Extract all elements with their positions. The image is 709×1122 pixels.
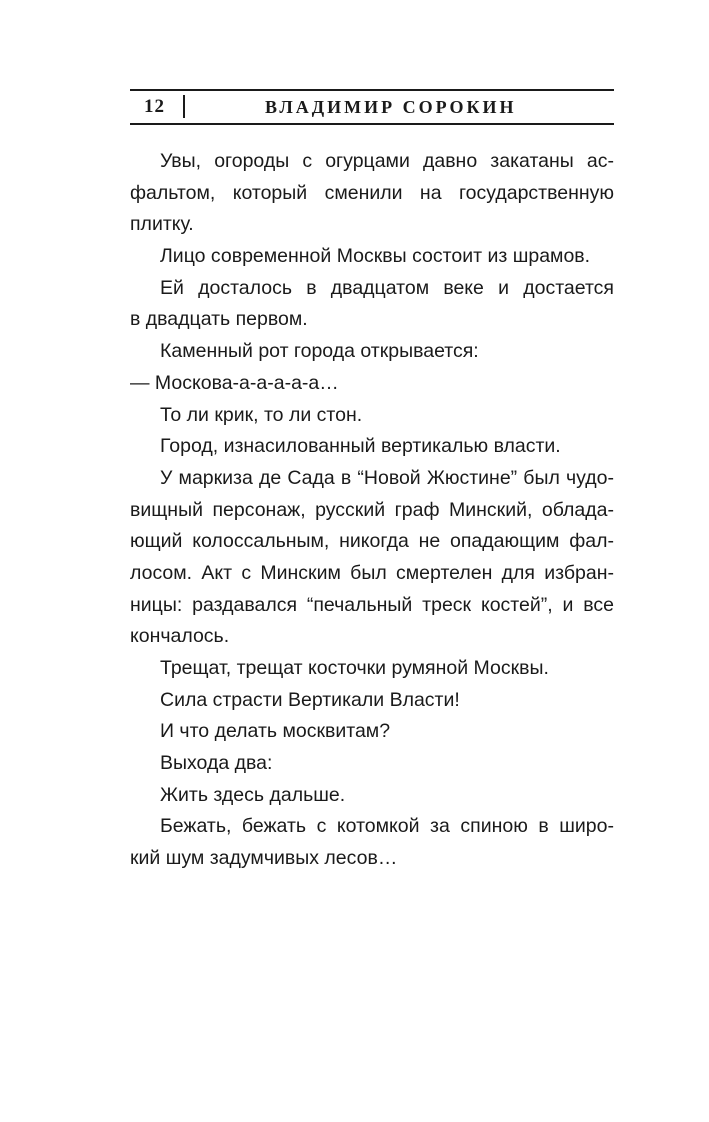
text-line: Трещат, трещат косточки румяной Москвы. [160, 657, 549, 679]
text-line: — Москова-а-а-а-а-а… [130, 371, 339, 394]
text-line: То ли крик, то ли стон. [160, 403, 363, 426]
text-line: в двадцать первом. [130, 308, 308, 331]
text-line: вищный персонаж, русский граф Минский, облада- [130, 498, 614, 521]
text-line: плитку. [130, 213, 194, 236]
text-line: Бежать, бежать с котомкой за спиною в широ- [160, 815, 614, 838]
text-line: Каменный рот города открывается: [160, 340, 479, 363]
header-rule-top [130, 89, 614, 91]
text-line: Жить здесь дальше. [160, 783, 346, 806]
running-header [130, 89, 614, 125]
page-number: 12 [144, 96, 165, 117]
text-line: Лицо современной Москвы состоит из шрамов. [160, 245, 591, 268]
text-line: ницы: раздавался “печальный треск костей”, и все [130, 593, 614, 616]
header-rule-bottom [130, 123, 614, 125]
text-body [130, 146, 614, 875]
text-line: Увы, огороды с огурцами давно закатаны ас- [160, 150, 614, 172]
text-line: кончалось. [130, 625, 230, 648]
header-separator [183, 95, 185, 118]
text-line: лосом. Акт с Минским был смертелен для избран- [130, 561, 614, 584]
text-line: Выхода два: [160, 752, 273, 775]
text-line: Город, изнасилованный вертикалью власти. [160, 435, 561, 458]
text-line: фальтом, который сменили на государственную [130, 181, 614, 204]
running-title: ВЛАДИМИР СОРОКИН [265, 97, 517, 117]
text-line: У маркиза де Сада в “Новой Жюстине” был чудо- [160, 466, 614, 489]
text-line: Сила страсти Вертикали Власти! [160, 688, 460, 711]
text-line: кий шум задумчивых лесов… [130, 847, 398, 870]
text-line: ющий колоссальным, никогда не опадающим фал- [130, 530, 614, 553]
text-line: И что делать москвитам? [160, 720, 391, 743]
text-line: Ей досталось в двадцатом веке и достается [160, 276, 614, 299]
